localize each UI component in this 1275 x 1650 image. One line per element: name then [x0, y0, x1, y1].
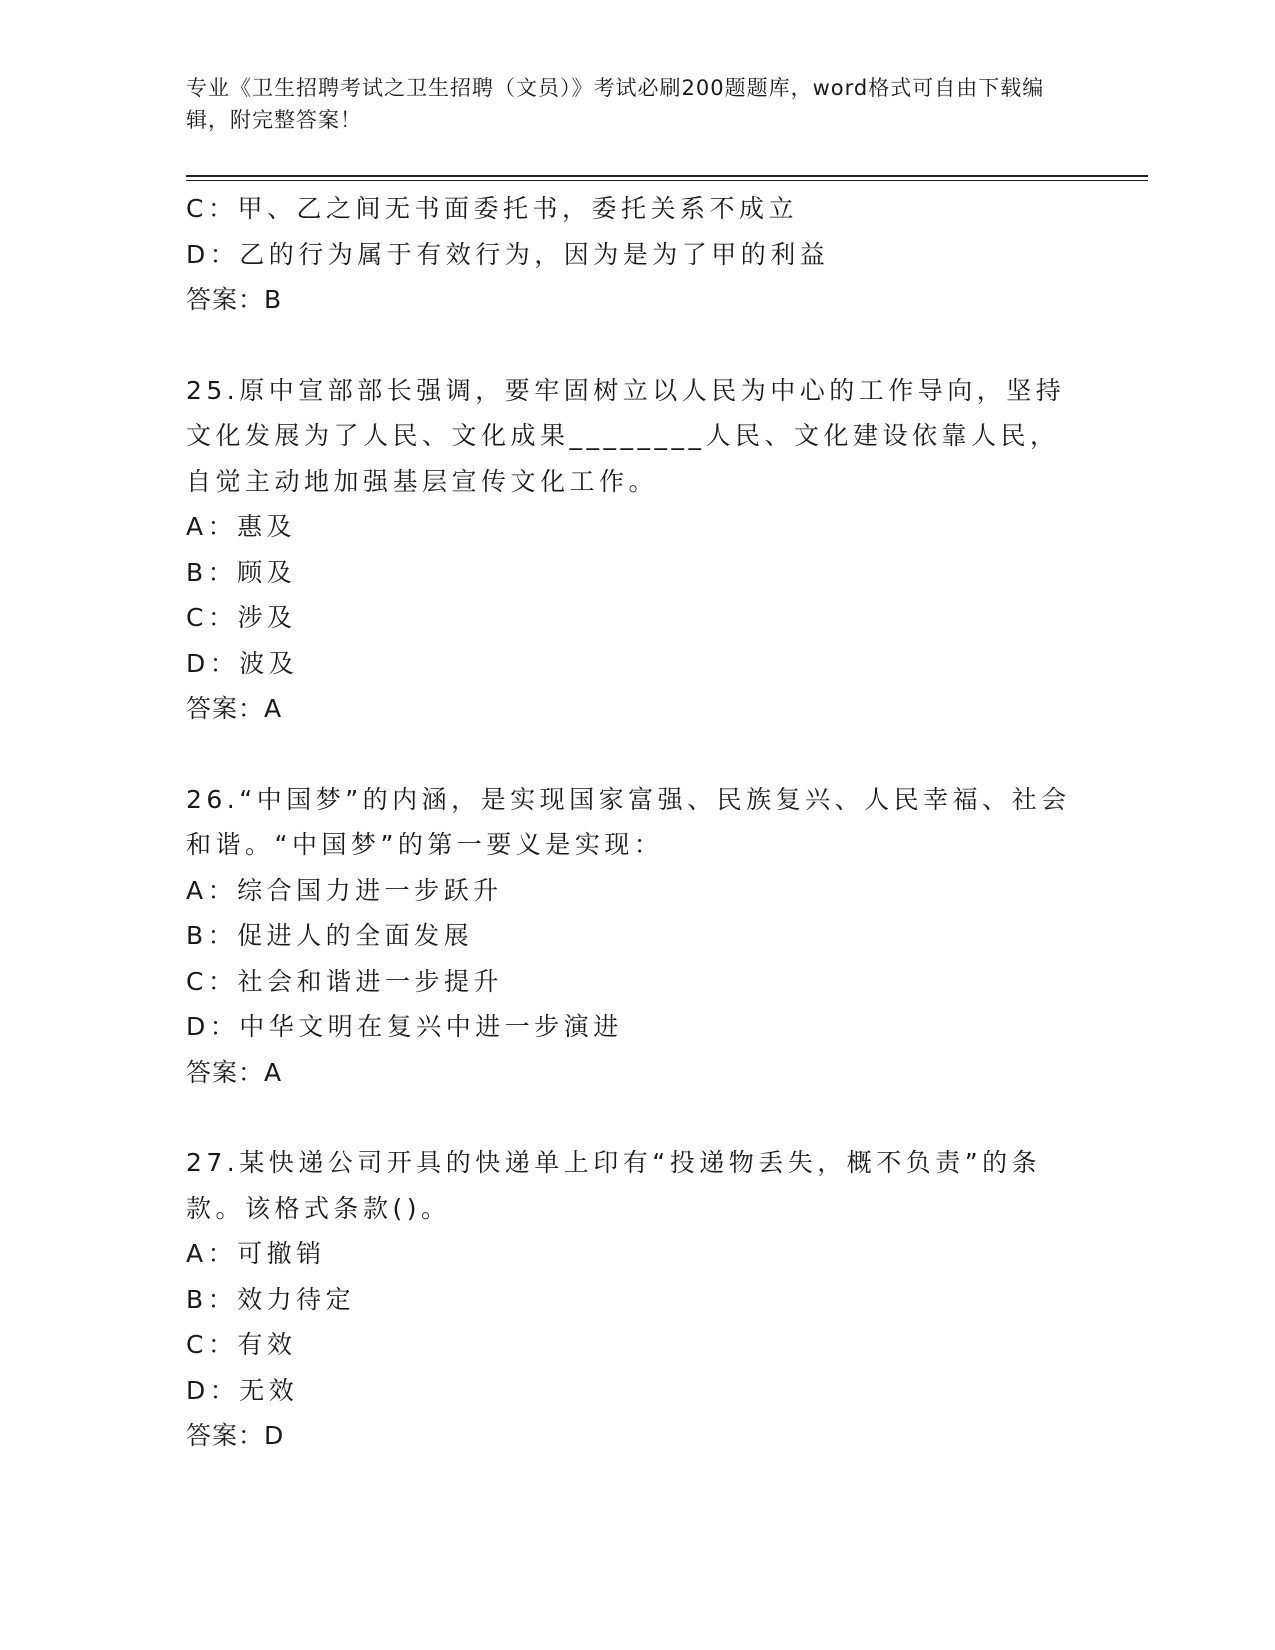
question-25: [186, 368, 1086, 732]
option-d: D：乙的行为属于有效行为，因为是为了甲的利益: [186, 239, 830, 269]
option-b: B：顾及: [186, 557, 297, 587]
question-26: [186, 777, 1086, 1096]
question-stem: 27.某快递公司开具的快递单上印有“投递物丢失，概不负责”的条款。该格式条款()。: [186, 1148, 1042, 1223]
option-d: D：无效: [186, 1375, 299, 1405]
document-header: 专业《卫生招聘考试之卫生招聘（文员）》考试必刷200题题库，word格式可自由下载编辑，附完整答案！: [186, 76, 1045, 132]
question-27: [186, 1140, 1086, 1459]
answer-line: 答案：B: [186, 285, 283, 314]
option-c: C：社会和谐进一步提升: [186, 966, 503, 996]
carryover-question: [186, 186, 1086, 323]
option-c: C：有效: [186, 1330, 297, 1359]
option-c: C：涉及: [186, 603, 297, 632]
answer-line: 答案：D: [186, 1421, 285, 1450]
question-stem: 26.“中国梦”的内涵，是实现国家富强、民族复兴、人民幸福、社会和谐。“中国梦”的第一要义是实现：: [186, 784, 1071, 859]
option-a: A：综合国力进一步跃升: [186, 875, 503, 905]
option-a: A：惠及: [186, 512, 297, 541]
option-b: B：促进人的全面发展: [186, 921, 474, 950]
option-c: C：甲、乙之间无书面委托书，委托关系不成立: [186, 194, 798, 223]
answer-line: 答案：A: [186, 694, 283, 723]
question-stem: 25.原中宣部部长强调，要牢固树立以人民为中心的工作导向，坚持文化发展为了人民、文化成果________人民、文化建设依靠人民，自觉主动地加强基层宣传文化工作。: [186, 375, 1066, 496]
option-b: B：效力待定: [186, 1284, 356, 1314]
header-divider: [186, 175, 1148, 181]
question-list: [186, 186, 1086, 1459]
answer-line: 答案：A: [186, 1057, 283, 1087]
option-a: A：可撤销: [186, 1239, 326, 1268]
option-d: D：波及: [186, 648, 299, 678]
option-d: D：中华文明在复兴中进一步演进: [186, 1012, 623, 1041]
